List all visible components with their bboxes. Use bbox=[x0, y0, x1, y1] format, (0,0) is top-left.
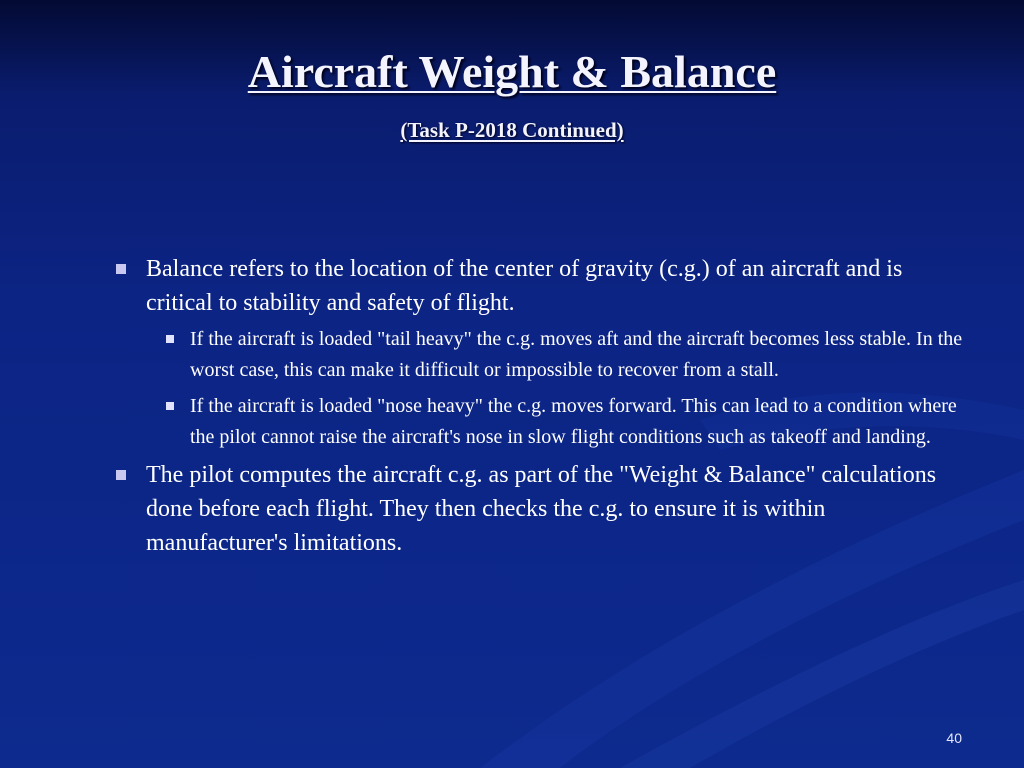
square-bullet-icon bbox=[116, 264, 126, 274]
sub-bullet-item bbox=[156, 391, 972, 453]
slide-subtitle: (Task P-2018 Continued) bbox=[400, 118, 624, 142]
square-bullet-icon bbox=[166, 402, 174, 410]
bullet-text: The pilot computes the aircraft c.g. as part of the "Weight & Balance" calculations done before each flight. They then checks the c.g. to ensure it is within manufacturer's limitations. bbox=[146, 462, 937, 556]
sub-bullet-text: If the aircraft is loaded "tail heavy" the c.g. moves aft and the aircraft becomes less stable. In the worst case, this can make it difficult or impossible to recover from a stall. bbox=[190, 328, 963, 381]
bullet-item bbox=[112, 458, 972, 560]
bullet-text: Balance refers to the location of the center of gravity (c.g.) of an aircraft and is critical to stability and safety of flight. bbox=[146, 256, 903, 316]
slide-title: Aircraft Weight & Balance bbox=[247, 46, 777, 97]
square-bullet-icon bbox=[116, 470, 126, 480]
bullet-list bbox=[112, 252, 972, 564]
page-number: 40 bbox=[946, 730, 962, 746]
bullet-item bbox=[112, 252, 972, 320]
sub-bullet-item bbox=[156, 324, 972, 386]
square-bullet-icon bbox=[166, 335, 174, 343]
sub-bullet-text: If the aircraft is loaded "nose heavy" the c.g. moves forward. This can lead to a condition where the pilot cannot raise the aircraft's nose in slow flight conditions such as takeoff and landing. bbox=[190, 395, 957, 448]
